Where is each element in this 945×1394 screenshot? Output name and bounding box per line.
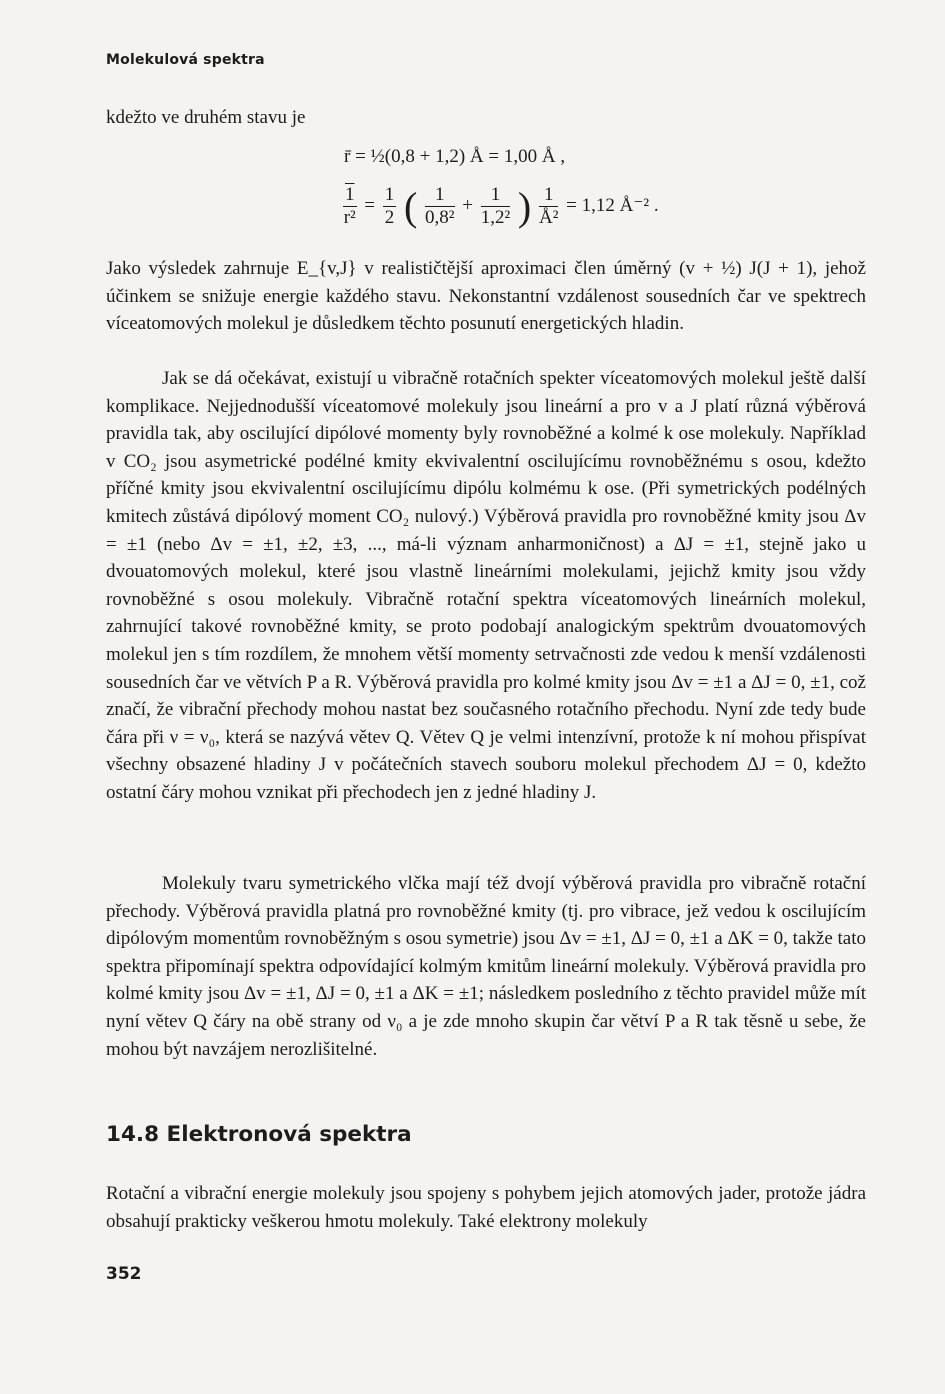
- paragraph-1: Jako výsledek zahrnuje E_{v,J} v realističtější aproximaci člen úměrný (v + ½) J(J + 1), jehož účinkem se snižuje energie každého stavu. Nekonstantní vzdálenost sousedních čar ve spektrech víceatomových molekul je důsledkem těchto posunutí energetických hladin.: [106, 258, 866, 335]
- page-number: 352: [106, 1264, 142, 1284]
- half-fraction: $\frac{1}{2}$: [384, 184, 395, 228]
- unit-fraction: $\frac{1}{\text{Å²}}$: [539, 184, 559, 228]
- intro-line: kdežto ve druhém stavu je: [106, 107, 306, 128]
- paragraph-3: Molekuly tvaru symetrického vlčka mají též dvojí výběrová pravidla pro vibračně rotační přechody. Výběrová pravidla platná pro rovnoběžné kmity (tj. pro vibrace, jež vedou k oscilujícím dipólovým momentům rovnoběžným s osou symetrie) jsou Δv = ±1, ΔJ = 0, ±1 a ΔK = 0, takže tato spektra připomínají spektra odpovídající kolmým kmitům lineární molekuly. Výběrová pravidla pro kolmé kmity jsou Δv = ±1, ΔJ = 0, ±1 a ΔK = ±1; následkem posledního z těchto pravidel může mít nyní větev Q čáry na obě strany od ν₀ a je zde mnoho skupin čar větví P a R tak těsně u sebe, že mohou být navzájem nerozlišitelné.: [106, 873, 866, 1060]
- running-head: Molekulová spektra: [106, 52, 265, 68]
- term1-fraction: $\frac{1}{\text{0,8²}}$: [425, 184, 455, 228]
- equation-mean-r: r̄ = ½(0,8 + 1,2) Å = 1,00 Å ,: [344, 146, 566, 167]
- paragraph-final: Rotační a vibrační energie molekuly jsou spojeny s pohybem jejich atomových jader, protože jádra obsahují prakticky veškerou hmotu molekuly. Také elektrony molekuly: [106, 1183, 866, 1232]
- paragraph-2: Jak se dá očekávat, existují u vibračně rotačních spekter víceatomových molekul ještě další komplikace. Nejjednodušší víceatomové molekuly jsou lineární a pro v a J platí různá výběrová pravidla tak, aby oscilující dipólové momenty byly rovnoběžné a kolmé k ose molekuly. Například v CO₂ jsou asymetrické podélné kmity ekvivalentní oscilujícímu rovnoběžnému s osou, kdežto příčné kmity jsou ekvivalentní oscilujícímu dipólu kolmému k ose. (Při symetrických podélných kmitech zůstává dipólový moment CO₂ nulový.) Výběrová pravidla pro rovnoběžné kmity jsou Δv = ±1 (nebo Δv = ±1, ±2, ±3, ..., má-li význam anharmoničnost) a ΔJ = ±1, stejně jako u dvouatomových molekul, které jsou vlastně lineárními molekulami, jejichž kmity jsou vždy rovnoběžné s osou molekuly. Vibračně rotační spektra víceatomových lineárních molekul, zahrnující takové rovnoběžné kmity, se proto podobají analogickým spektrům dvouatomových molekul jen s tím rozdílem, že mnohem větší momenty setrvačnosti zde vedou k menší vzdálenosti sousedních čar ve větvích P a R. Výběrová pravidla pro kolmé kmity jsou Δv = ±1 a ΔJ = 0, ±1, což značí, že vibrační přechody mohou nastat bez současného rotačního přechodu. Nyní zde tedy bude čára při ν = ν₀, která se nazývá větev Q. Větev Q je velmi intenzívní, protože k ní mohou přispívat všechny obsazené hladiny J v počátečních stavech souboru molekul přechodem ΔJ = 0, kdežto ostatní čáry mohou vznikat při přechodech jen z jedné hladiny J.: [106, 368, 866, 803]
- term2-fraction: $\frac{1}{\text{1,2²}}$: [480, 184, 511, 228]
- section-heading: 14.8 Elektronová spektra: [106, 1122, 412, 1147]
- lhs-fraction: $\frac{1}{\text{r²}}$: [343, 184, 356, 228]
- equation-inverse-r-squared: $\frac{1}{\text{r²}}$ = $\frac{1}{2}$ ( $\frac{1}{\text{0,8²}}$ + $\frac{1}{\text{1,2²}}$ ) $\frac{1}{\text{Å²}}$ = 1,12 Å⁻² .: [343, 184, 659, 229]
